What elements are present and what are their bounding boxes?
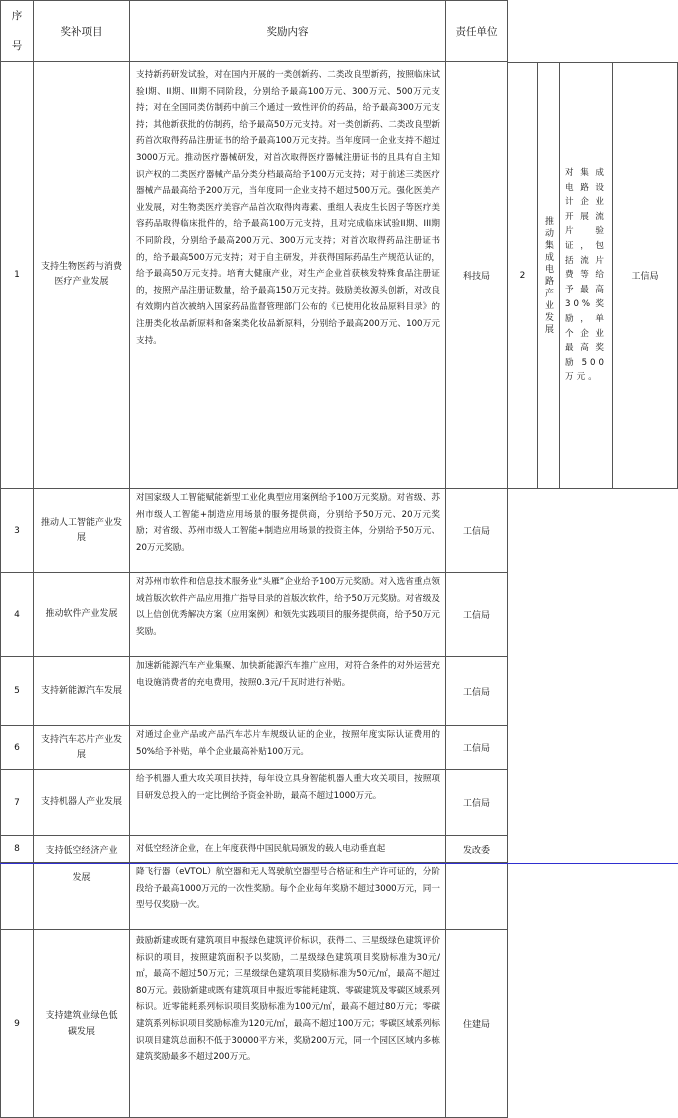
header-seq-label: 序 号 xyxy=(11,10,23,52)
row-item: 支持低空经济产业 xyxy=(45,845,118,856)
header-content-label: 奖励内容 xyxy=(266,25,309,38)
row-7-item xyxy=(34,770,130,836)
row-seq: 8 xyxy=(14,844,20,854)
row-8-seq xyxy=(0,836,34,863)
row-item: 推动软件产业发展 xyxy=(45,609,118,619)
row-4-unit xyxy=(446,573,508,657)
row-6-seq xyxy=(0,726,34,770)
row-9-item xyxy=(34,930,130,1118)
row-content: 对国家级人工智能赋能新型工业化典型应用案例给予100万元奖励。对省级、苏州市级人工智能+制造应用场景的服务提供商，分别给予50万元、20万元奖励；对省级、苏州市级人工智能+制造应用场景的投资主体，分别给予50万元、20万元奖励。 xyxy=(136,493,440,553)
row-unit: 科技局 xyxy=(462,271,490,282)
row-6-unit xyxy=(446,726,508,770)
row-2-seq xyxy=(508,62,538,489)
row-1-unit xyxy=(446,62,508,489)
header-unit xyxy=(446,0,508,62)
row-unit: 发改委 xyxy=(462,845,490,856)
row-9-unit xyxy=(446,930,508,1118)
row-8-cont-item xyxy=(34,864,130,930)
row-9-content xyxy=(130,930,446,1118)
row-content: 加速新能源汽车产业集聚、加快新能源汽车推广应用，对符合条件的对外运营充电设施消费者的充电费用，按照0.3元/千瓦时进行补贴。 xyxy=(136,661,440,688)
row-content: 给予机器人重大攻关项目扶持，每年设立具身智能机器人重大攻关项目，按照项目研发总投入的一定比例给予资金补助，最高不超过1000万元。 xyxy=(136,774,440,801)
row-2-unit xyxy=(613,62,678,489)
row-8-cont-seq xyxy=(0,864,34,930)
row-seq: 6 xyxy=(14,742,20,753)
row-item: 支持生物医药与消费医疗产业发展 xyxy=(40,262,122,287)
row-3-content xyxy=(130,489,446,573)
row-2-content xyxy=(560,62,613,489)
row-8-cont-content xyxy=(130,864,446,930)
row-6-content xyxy=(130,726,446,770)
row-seq: 2 xyxy=(519,270,526,281)
row-content: 对通过企业产品或产品汽车芯片车规级认证的企业，按照年度实际认证费用的50%给予补贴，单个企业最高补贴100万元。 xyxy=(136,730,440,757)
row-item: 支持建筑业绿色低碳发展 xyxy=(45,1010,118,1037)
row-content: 鼓励新建或既有建筑项目申报绿色建筑评价标识，获得二、三星级绿色建筑评价标识的项目，按照建筑面积予以奖励，二星级绿色建筑项目奖励标准为30元/㎡，最高不超过50万元；三星级绿色建筑项目奖励标准为50元/㎡，最高不超过80万元。鼓励新建或既有建筑项目申报近零能耗建筑、零碳建筑及零碳区域系列标识。近零能耗系列标识项目奖励标准为100元/㎡，最高不超过80万元；零碳建筑系列标识项目奖励标准为120元/㎡，最高不超过100万元；零碳区域系列标识项目建筑总面积不低于30000平方米，奖励200万元，同一个园区区域内多栋建筑奖励最多不超过200万元。 xyxy=(136,936,440,1063)
row-seq: 3 xyxy=(14,525,20,536)
row-unit: 工信局 xyxy=(462,687,490,698)
row-1-seq xyxy=(0,62,34,489)
row-7-seq xyxy=(0,770,34,836)
row-5-item xyxy=(34,657,130,726)
row-8-content xyxy=(130,836,446,863)
row-2-item xyxy=(538,62,560,489)
row-seq: 1 xyxy=(14,270,20,280)
row-unit: 工信局 xyxy=(631,272,659,282)
row-3-unit xyxy=(446,489,508,573)
row-7-content xyxy=(130,770,446,836)
row-8-item xyxy=(34,836,130,863)
row-8-cont-unit xyxy=(446,864,508,930)
header-item xyxy=(34,0,130,62)
row-1-content xyxy=(130,62,446,489)
header-unit-label: 责任单位 xyxy=(455,25,498,38)
row-item: 支持机器人产业发展 xyxy=(40,797,122,807)
row-item: 发展 xyxy=(72,873,91,883)
header-content xyxy=(130,0,446,62)
row-unit: 工信局 xyxy=(462,527,490,537)
row-9-seq xyxy=(0,930,34,1118)
row-4-seq xyxy=(0,573,34,657)
row-item: 推动集成电路产业发展 xyxy=(543,215,553,336)
row-unit: 工信局 xyxy=(462,799,490,809)
row-seq: 5 xyxy=(14,686,20,696)
row-unit: 住建局 xyxy=(462,1020,490,1030)
row-seq: 4 xyxy=(14,609,20,620)
row-content: 支持新药研发试验，对在国内开展的一类创新药、二类改良型新药，按照临床试验I期、II期、III期不同阶段，分别给予最高100万元、300万元、500万元支持；对在全国同类仿制药中前三个通过一致性评价的药品，给予最高300万元支持；其他新获批的仿制药，给予最高50万元支持。对一类创新药、二类改良型新药首次取得药品注册证书的给予最高100万元支持。当年度同一企业支持不超过3000万元。推动医疗器械研发，对首次取得医疗器械注册证书的且具有自主知识产权的二类医疗器械产品分类分档最高给予100万元支持；对于前述三类医疗器械产品最高给予200万元，当年度同一企业支持不超过500万元。强化医美产业发展，对生物类医疗美容产品首次取得肉毒素、重组人表皮生长因子等医疗美容药品取得临床批件的，给予最高100万元支持，且对完成临床试验II期、III期不同阶段，分别给予最高200万元、300万元支持；对首次取得药品注册证书的，给予最高500万元支持；对于自主研发，并获得国际药品生产规范认证的，给予最高50万元支持。培育大健康产业，对生产企业首获核发特殊食品注册证的，按照产品注册证数量，给予最高150万元支持。鼓励美妆源头创新，对改良有效期内首次被纳入国家药品监督管理部门公布的《已使用化妆品原料目录》的注册类化妆品新原料和备案类化妆品新原料，分别给予最高200万元、100万元支持。 xyxy=(136,70,440,346)
row-7-unit xyxy=(446,770,508,836)
row-unit: 工信局 xyxy=(462,744,490,754)
row-5-unit xyxy=(446,657,508,726)
row-item: 推动人工智能产业发展 xyxy=(40,517,122,543)
row-item: 支持汽车芯片产业发展 xyxy=(40,734,122,760)
row-content: 对集成电路设计企业开展流片验证，包括流片费等给予最高30%奖励，单个企业最高奖励500万元。 xyxy=(565,168,607,383)
row-5-seq xyxy=(0,657,34,726)
row-3-seq xyxy=(0,489,34,573)
row-5-content xyxy=(130,657,446,726)
row-item: 支持新能源汽车发展 xyxy=(40,685,122,696)
row-content: 降飞行器（eVTOL）航空器和无人驾驶航空器型号合格证和生产许可证的，分阶段给予最高1000万元的一次性奖励。每个企业每年奖励不超过3000万元，同一型号仅奖励一次。 xyxy=(136,867,440,911)
row-3-item xyxy=(34,489,130,573)
header-seq xyxy=(0,0,34,62)
row-4-content xyxy=(130,573,446,657)
row-seq: 7 xyxy=(14,797,20,808)
row-unit: 工信局 xyxy=(462,611,490,621)
row-seq: 9 xyxy=(14,1018,20,1029)
row-content: 对低空经济企业，在上年度获得中国民航局颁发的载人电动垂直起 xyxy=(136,844,386,854)
row-content: 对苏州市软件和信息技术服务业“头雁”企业给予100万元奖励。对入选省重点领域首版次软件产品应用推广指导目录的首版次软件，给予50万元奖励。对省级及以上信创优秀解决方案（应用案例）和领先实践项目的服务提供商，给予50万元奖励。 xyxy=(136,577,440,637)
row-4-item xyxy=(34,573,130,657)
row-6-item xyxy=(34,726,130,770)
row-8-unit xyxy=(446,836,508,863)
header-item-label: 奖补项目 xyxy=(60,25,103,38)
row-1-item xyxy=(34,62,130,489)
